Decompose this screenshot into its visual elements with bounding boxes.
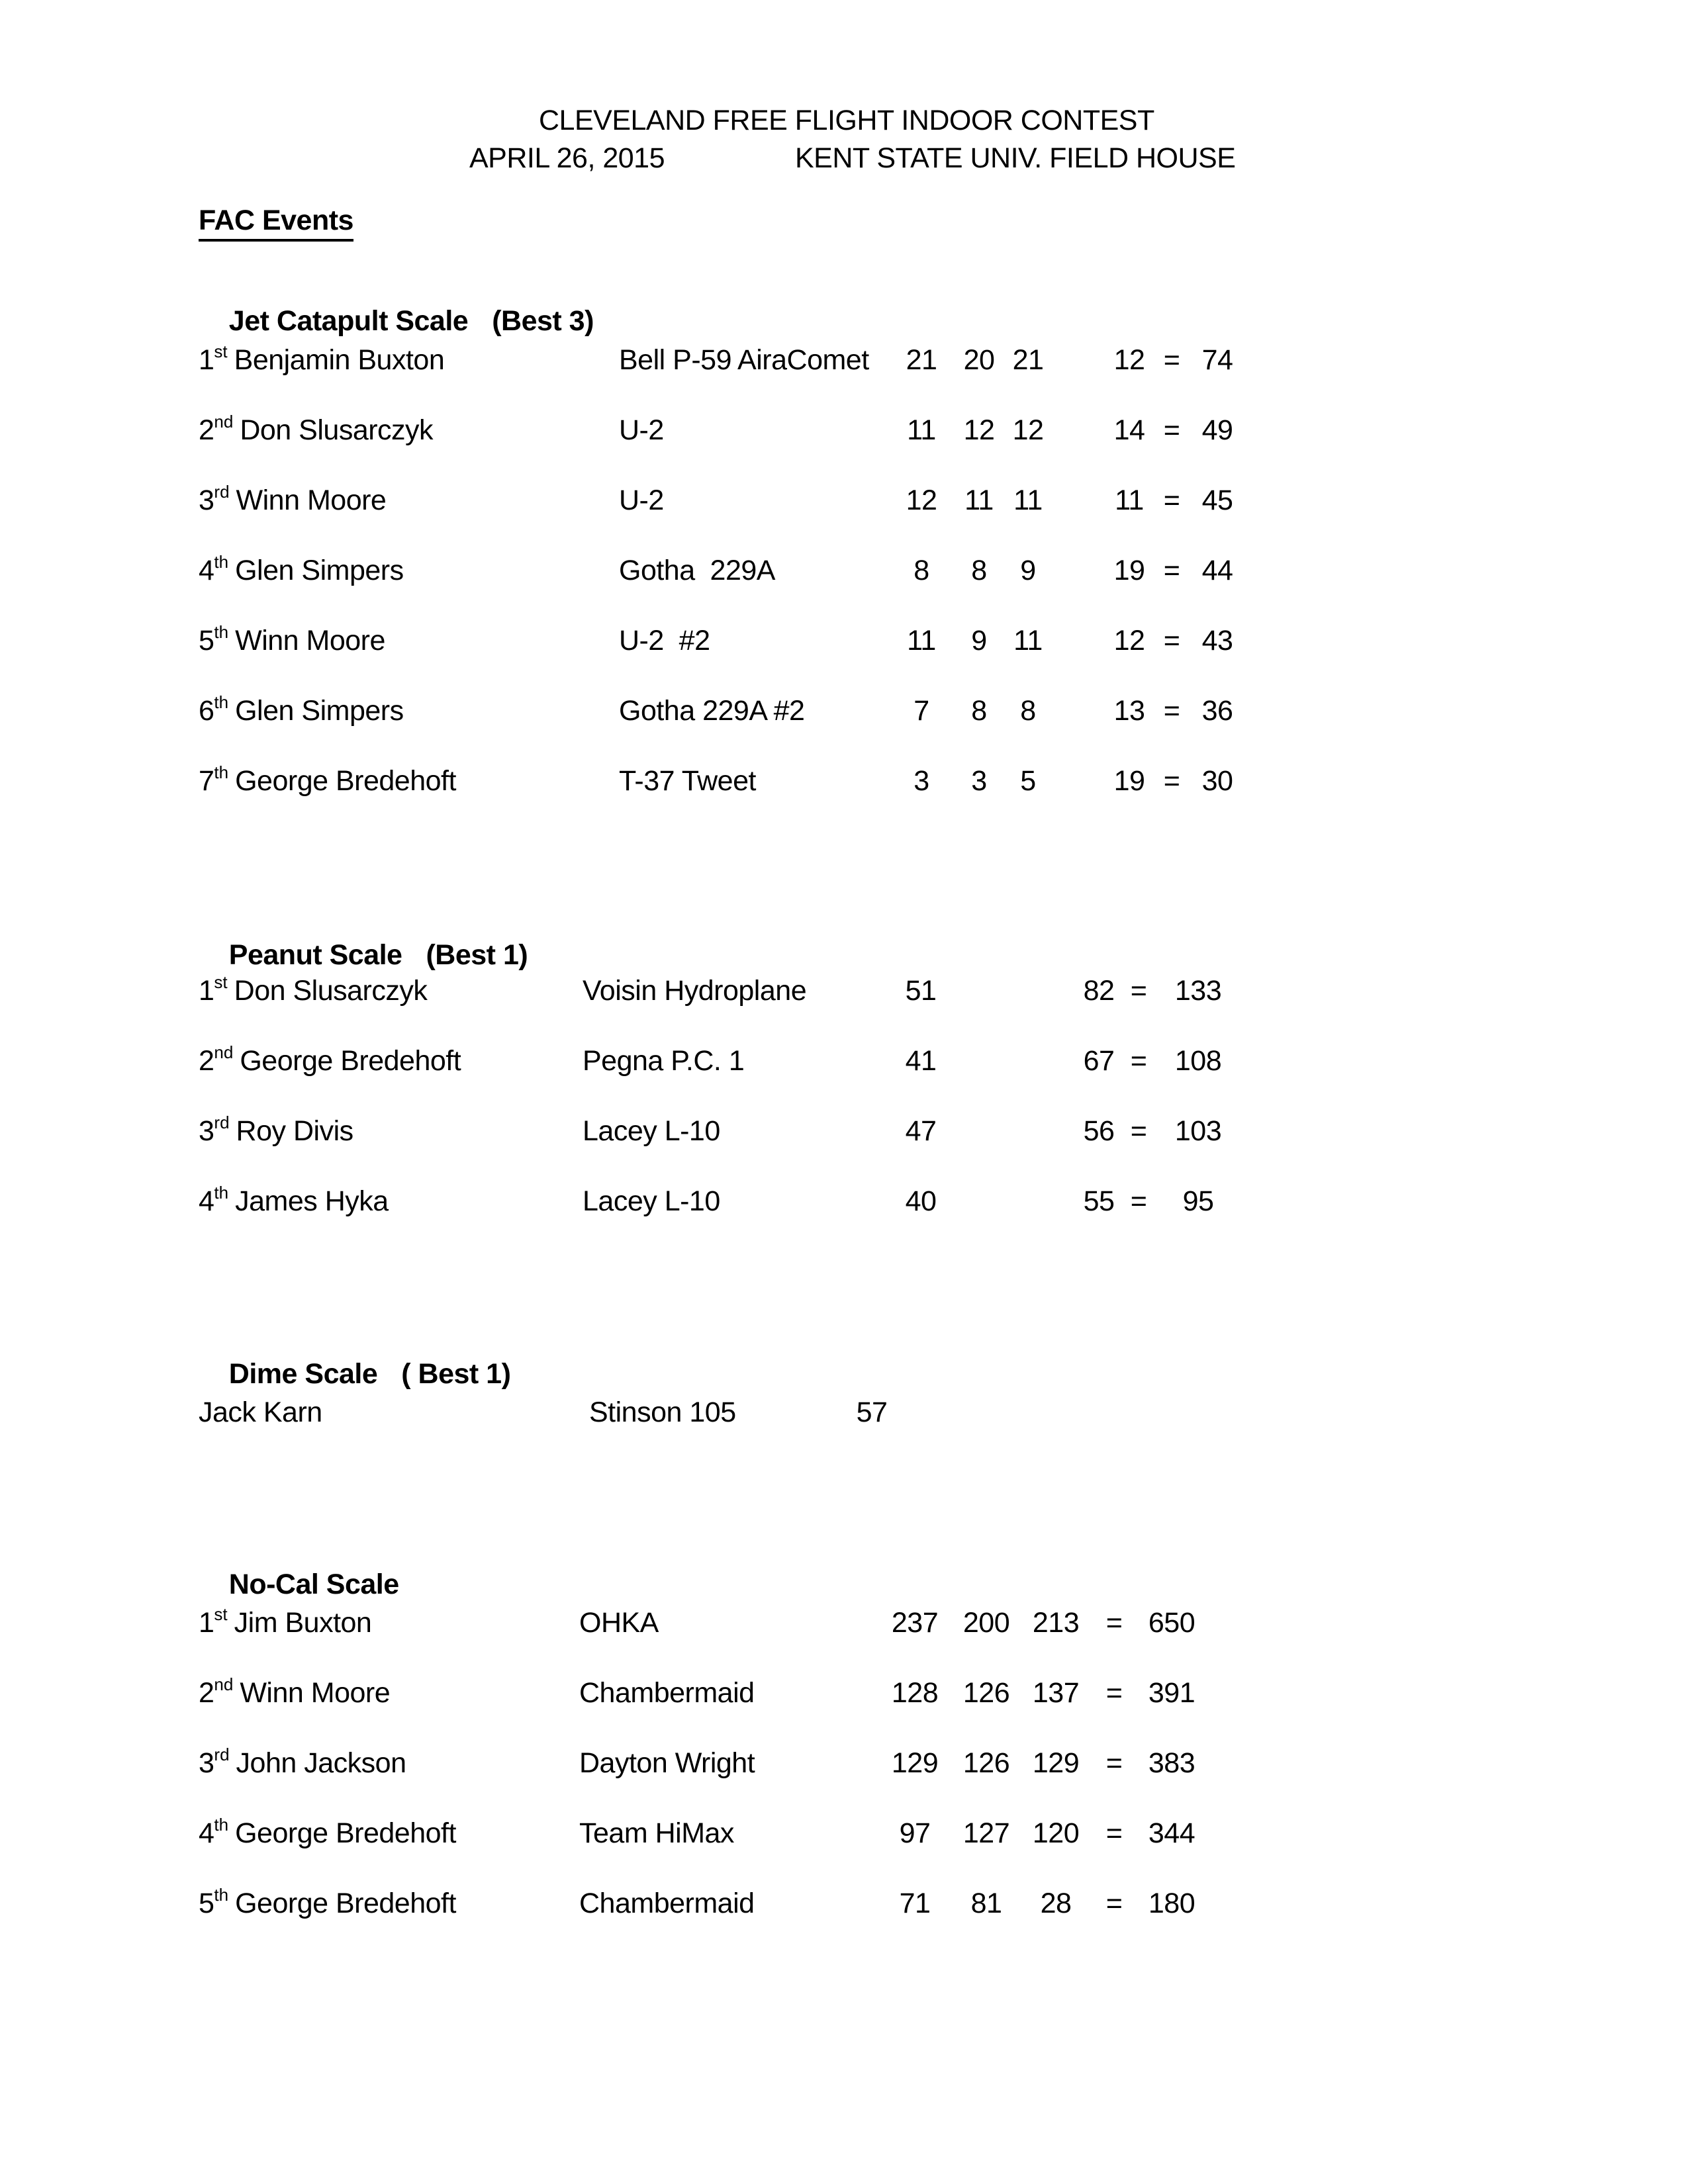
contest-venue: KENT STATE UNIV. FIELD HOUSE (795, 142, 1236, 174)
total-score: 45 (1201, 484, 1233, 516)
score-1: 12 (906, 484, 937, 516)
equals-sign: = (1105, 1888, 1123, 1919)
rank-ordinal: th (214, 762, 229, 782)
pilot-name (199, 484, 386, 517)
equals-sign: = (1163, 555, 1180, 586)
bonus-score: 12 (1113, 344, 1145, 376)
pilot-name-text: George Bredehoft (235, 1817, 456, 1849)
rank-ordinal: th (214, 692, 229, 712)
pilot-name (199, 972, 428, 1007)
aircraft-name: Stinson 105 (589, 1396, 736, 1428)
table-row (0, 762, 1688, 805)
rank: 2 (199, 1677, 214, 1709)
bonus-score: 13 (1113, 695, 1145, 727)
aircraft-name: Chambermaid (579, 1888, 755, 1919)
total-score: 650 (1148, 1607, 1196, 1639)
pilot-name-text: Glen Simpers (235, 695, 404, 727)
rank-ordinal: st (214, 1604, 228, 1624)
rank-ordinal: th (214, 552, 229, 572)
equals-sign: = (1163, 625, 1180, 657)
score-2: 9 (971, 625, 987, 657)
bonus-score: 67 (1083, 1045, 1115, 1077)
table-row (0, 1674, 1688, 1717)
table-row (0, 622, 1688, 664)
bonus-score: 55 (1083, 1185, 1115, 1217)
section-title: No-Cal Scale (228, 1569, 399, 1600)
score-2: 200 (962, 1607, 1010, 1639)
score-3: 120 (1032, 1817, 1080, 1849)
total-score: 74 (1201, 344, 1233, 376)
score-1: 57 (856, 1396, 888, 1428)
total-score: 43 (1201, 625, 1233, 657)
rank: 1 (199, 344, 214, 376)
aircraft-name: Voisin Hydroplane (583, 975, 807, 1007)
table-row (0, 1185, 1688, 1225)
pilot-name (199, 1185, 389, 1218)
rank: 5 (199, 1888, 214, 1919)
score-3: 9 (1020, 555, 1036, 586)
pilot-name-text: Benjamin Buxton (234, 344, 445, 376)
pilot-name-text: George Bredehoft (240, 1045, 461, 1077)
rank-ordinal: rd (214, 482, 230, 502)
pilot-name-text: Roy Divis (236, 1115, 353, 1147)
pilot-name-text: Jack Karn (199, 1396, 322, 1428)
section-title: Peanut Scale (228, 939, 402, 971)
score-2: 3 (971, 765, 987, 797)
rank: 3 (199, 484, 214, 516)
aircraft-name: Dayton Wright (579, 1747, 755, 1779)
rank-ordinal: rd (214, 1745, 230, 1764)
aircraft-name: Pegna P.C. 1 (583, 1045, 745, 1077)
score-1: 129 (891, 1747, 939, 1779)
pilot-name (199, 762, 456, 797)
table-row (0, 484, 1688, 524)
score-1: 11 (907, 414, 936, 446)
aircraft-name: Team HiMax (579, 1817, 734, 1849)
pilot-name-text: Don Slusarczyk (234, 975, 428, 1007)
score-2: 20 (963, 344, 995, 376)
rank: 5 (199, 625, 214, 657)
bonus-score: 56 (1083, 1115, 1115, 1147)
rank-ordinal: nd (214, 1674, 234, 1694)
score-3: 21 (1012, 344, 1044, 376)
equals-sign: = (1163, 765, 1180, 797)
rank: 7 (199, 765, 214, 797)
score-1: 8 (914, 555, 929, 586)
aircraft-name: U-2 (619, 484, 664, 516)
pilot-name-text: James Hyka (235, 1185, 389, 1217)
score-1: 51 (905, 975, 937, 1007)
table-row (0, 1396, 1688, 1436)
bonus-score: 82 (1083, 975, 1115, 1007)
score-1: 40 (905, 1185, 937, 1217)
bonus-score: 19 (1113, 555, 1145, 586)
score-3: 8 (1020, 695, 1036, 727)
pilot-name (199, 1115, 353, 1148)
table-row (0, 1747, 1688, 1787)
pilot-name (199, 1604, 372, 1639)
rank-ordinal: th (214, 1183, 229, 1203)
equals-sign: = (1130, 1045, 1147, 1077)
table-row (0, 1885, 1688, 1927)
score-3: 12 (1012, 414, 1044, 446)
rank: 4 (199, 1185, 214, 1217)
table-row (0, 1042, 1688, 1085)
pilot-name-text: Jim Buxton (234, 1607, 372, 1639)
score-2: 11 (964, 484, 994, 516)
rank-ordinal: th (214, 1815, 229, 1835)
pilot-name (199, 1042, 461, 1077)
total-score: 95 (1182, 1185, 1214, 1217)
total-score: 383 (1148, 1747, 1196, 1779)
bonus-score: 14 (1113, 414, 1145, 446)
rank: 3 (199, 1747, 214, 1779)
aircraft-name: Lacey L-10 (583, 1115, 720, 1147)
aircraft-name: U-2 #2 (619, 625, 710, 657)
aircraft-name: U-2 (619, 414, 664, 446)
score-1: 7 (914, 695, 929, 727)
pilot-name (199, 1396, 322, 1429)
section-best-rule: (Best 1) (426, 939, 528, 971)
rank: 4 (199, 1817, 214, 1849)
pilot-name (199, 1817, 456, 1850)
equals-sign: = (1105, 1817, 1123, 1849)
equals-sign: = (1130, 1185, 1147, 1217)
total-score: 133 (1174, 975, 1222, 1007)
score-2: 126 (962, 1677, 1010, 1709)
pilot-name-text: George Bredehoft (235, 765, 456, 797)
table-row (0, 341, 1688, 384)
total-score: 44 (1201, 555, 1233, 586)
rank: 1 (199, 975, 214, 1007)
pilot-name (199, 692, 404, 727)
total-score: 108 (1174, 1045, 1222, 1077)
aircraft-name: OHKA (579, 1607, 659, 1639)
score-3: 129 (1032, 1747, 1080, 1779)
score-2: 8 (971, 695, 987, 727)
section-best-rule: (Best 3) (492, 305, 594, 337)
equals-sign: = (1105, 1607, 1123, 1639)
table-row (0, 972, 1688, 1015)
section-best-rule: ( Best 1) (401, 1358, 511, 1390)
equals-sign: = (1163, 344, 1180, 376)
equals-sign: = (1163, 695, 1180, 727)
aircraft-name: Lacey L-10 (583, 1185, 720, 1217)
table-row (0, 414, 1688, 454)
pilot-name (199, 1674, 391, 1709)
score-2: 127 (962, 1817, 1010, 1849)
pilot-name (199, 1885, 456, 1920)
rank-ordinal: th (214, 622, 229, 642)
total-score: 391 (1148, 1677, 1196, 1709)
score-1: 41 (905, 1045, 937, 1077)
score-3: 11 (1013, 625, 1043, 657)
pilot-name-text: John Jackson (236, 1747, 406, 1779)
rank-ordinal: st (214, 341, 228, 361)
equals-sign: = (1130, 1115, 1147, 1147)
table-row (0, 1115, 1688, 1155)
total-score: 49 (1201, 414, 1233, 446)
equals-sign: = (1105, 1677, 1123, 1709)
score-1: 11 (907, 625, 936, 657)
pilot-name-text: Winn Moore (235, 625, 385, 657)
rank-ordinal: st (214, 972, 228, 992)
equals-sign: = (1105, 1747, 1123, 1779)
rank: 6 (199, 695, 214, 727)
score-3: 213 (1032, 1607, 1080, 1639)
pilot-name (199, 622, 385, 657)
score-1: 237 (891, 1607, 939, 1639)
equals-sign: = (1130, 975, 1147, 1007)
section-title: Dime Scale (228, 1358, 378, 1390)
total-score: 344 (1148, 1817, 1196, 1849)
score-1: 21 (906, 344, 937, 376)
pilot-name (199, 414, 433, 447)
total-score: 180 (1148, 1888, 1196, 1919)
table-row (0, 692, 1688, 735)
pilot-name (199, 552, 404, 587)
aircraft-name: Bell P-59 AiraComet (619, 344, 869, 376)
total-score: 36 (1201, 695, 1233, 727)
fac-events-heading (199, 205, 353, 237)
fac-events-heading-text: FAC Events (199, 205, 353, 242)
rank-ordinal: rd (214, 1113, 230, 1132)
total-score: 103 (1174, 1115, 1222, 1147)
score-3: 11 (1013, 484, 1043, 516)
rank: 2 (199, 414, 214, 446)
table-row (0, 1817, 1688, 1857)
page-title: CLEVELAND FREE FLIGHT INDOOR CONTEST (539, 105, 1154, 136)
equals-sign: = (1163, 484, 1180, 516)
bonus-score: 12 (1113, 625, 1145, 657)
pilot-name-text: Don Slusarczyk (240, 414, 434, 446)
aircraft-name: Gotha 229A #2 (619, 695, 805, 727)
pilot-name-text: George Bredehoft (235, 1888, 456, 1919)
pilot-name (199, 341, 445, 377)
score-1: 71 (899, 1888, 931, 1919)
score-3: 5 (1020, 765, 1036, 797)
score-2: 126 (962, 1747, 1010, 1779)
score-1: 128 (891, 1677, 939, 1709)
equals-sign: = (1163, 414, 1180, 446)
table-row (0, 1604, 1688, 1647)
score-3: 137 (1032, 1677, 1080, 1709)
rank: 2 (199, 1045, 214, 1077)
bonus-score: 11 (1115, 484, 1144, 516)
table-row (0, 552, 1688, 594)
score-2: 12 (963, 414, 995, 446)
score-3: 28 (1040, 1888, 1072, 1919)
pilot-name-text: Winn Moore (240, 1677, 391, 1709)
score-1: 47 (905, 1115, 937, 1147)
rank: 1 (199, 1607, 214, 1639)
rank-ordinal: nd (214, 1042, 234, 1062)
aircraft-name: T-37 Tweet (619, 765, 756, 797)
aircraft-name: Gotha 229A (619, 555, 775, 586)
rank: 4 (199, 555, 214, 586)
score-1: 3 (914, 765, 929, 797)
score-2: 8 (971, 555, 987, 586)
score-1: 97 (899, 1817, 931, 1849)
rank-ordinal: nd (214, 412, 234, 432)
contest-date: APRIL 26, 2015 (469, 142, 665, 174)
score-2: 81 (970, 1888, 1002, 1919)
pilot-name (199, 1747, 406, 1780)
aircraft-name: Chambermaid (579, 1677, 755, 1709)
pilot-name-text: Glen Simpers (235, 555, 404, 586)
rank: 3 (199, 1115, 214, 1147)
section-title: Jet Catapult Scale (228, 305, 469, 337)
total-score: 30 (1201, 765, 1233, 797)
pilot-name-text: Winn Moore (236, 484, 387, 516)
bonus-score: 19 (1113, 765, 1145, 797)
rank-ordinal: th (214, 1885, 229, 1905)
